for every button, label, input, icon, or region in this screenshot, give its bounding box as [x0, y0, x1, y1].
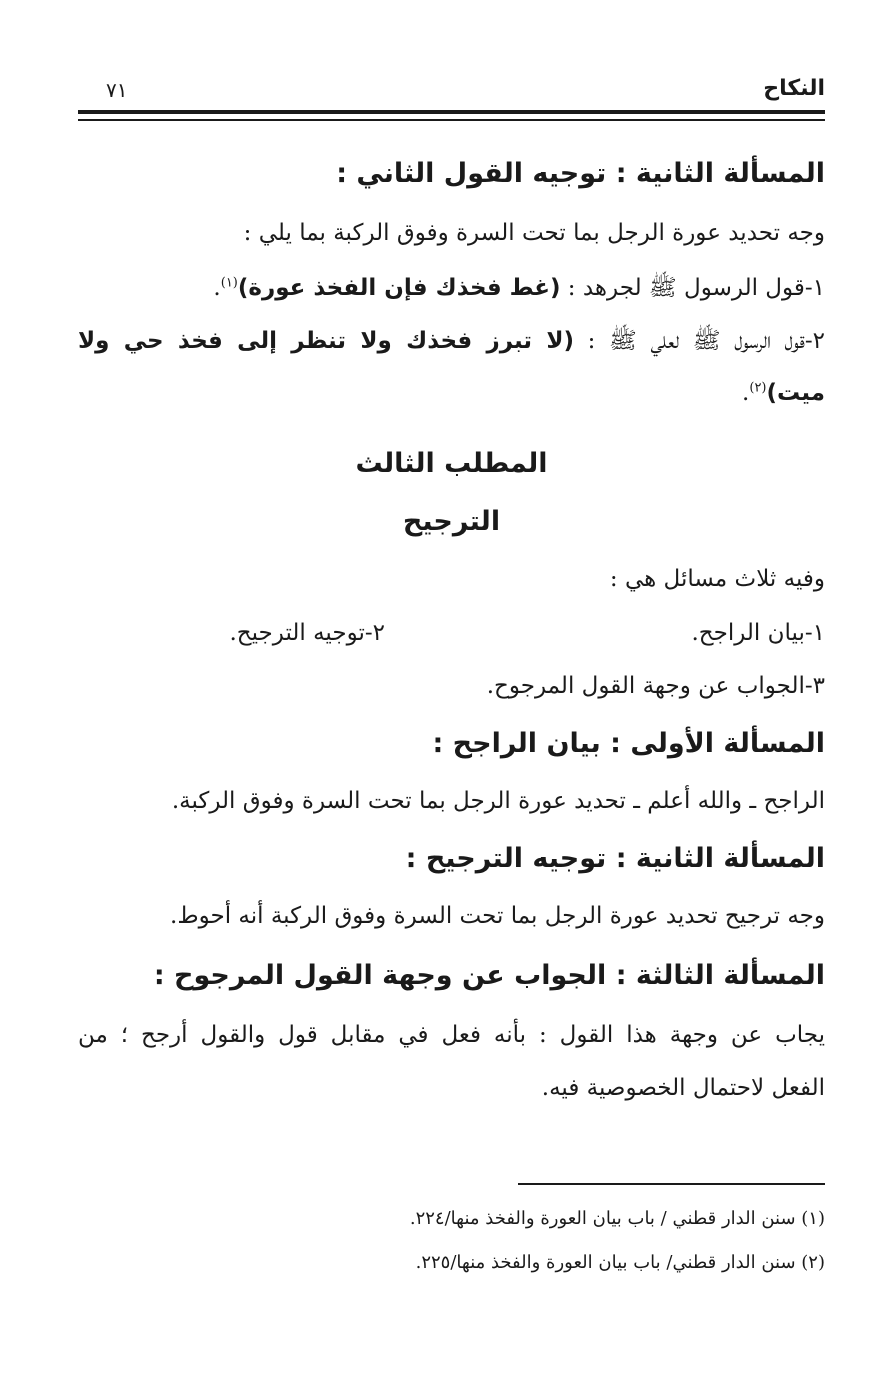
- list-item-1: [78, 273, 825, 307]
- question-3-text-line2: الفعل لاحتمال الخصوصية فيه.: [541, 1075, 825, 1101]
- issue-item-2: ٢-توجيه الترجيح.: [229, 620, 385, 646]
- list-item-2-line1: [78, 326, 825, 360]
- item1-hadith-quote: (غط فخذك فإن الفخذ عورة): [237, 275, 561, 301]
- question-1-text: الراجح ـ والله أعلم ـ تحديد عورة الرجل بما تحت السرة وفوق الركبة.: [171, 788, 825, 814]
- issue-item-3: ٣-الجواب عن وجهة القول المرجوح.: [486, 673, 825, 699]
- header-rule-thick: [78, 110, 825, 114]
- question-1-heading: المسألة الأولى : بيان الراجح :: [432, 728, 825, 759]
- paragraph-intro: وجه تحديد عورة الرجل بما تحت السرة وفوق الركبة بما يلي :: [243, 220, 825, 246]
- item2-hadith-quote: (لا تبرز فخذك ولا تنظر إلى فخذ حي ولا: [78, 328, 575, 354]
- footnote-1: (١) سنن الدار قطني / باب بيان العورة والفخذ منها/٢٢٤.: [409, 1208, 825, 1229]
- item1-period: .: [213, 275, 221, 301]
- item1-prefix: ١-قول الرسول ﷺ لجرهد :: [560, 275, 825, 301]
- chapter-title: النكاح: [763, 76, 825, 101]
- running-header: [78, 76, 825, 112]
- book-page: [78, 0, 825, 1390]
- footnote-2: (٢) سنن الدار قطني/ باب بيان العورة والفخذ منها/٢٢٥.: [415, 1252, 825, 1273]
- item2-prefix: ٢-قول الرسول ﷺ لعلي ﷺ :: [574, 328, 825, 354]
- footnote-ref-2: (٢): [749, 380, 767, 396]
- issues-list-row: [78, 620, 825, 654]
- footnote-ref-1: (١): [220, 275, 238, 291]
- item2-hadith-quote-end: ميت): [766, 380, 825, 406]
- list-item-2-line2: [78, 380, 825, 406]
- question-2-heading: المسألة الثانية : توجيه الترجيح :: [405, 843, 825, 874]
- section-heading-second-opinion: المسألة الثانية : توجيه القول الثاني :: [336, 158, 825, 189]
- item2-period: .: [742, 380, 750, 406]
- issues-intro: وفيه ثلاث مسائل هي :: [609, 566, 825, 592]
- section-title: المطلب الثالث: [355, 448, 548, 479]
- question-2-text: وجه ترجيح تحديد عورة الرجل بما تحت السرة وفوق الركبة أنه أحوط.: [170, 903, 825, 929]
- page-number: ٧١: [106, 78, 128, 102]
- question-3-heading: المسألة الثالثة : الجواب عن وجهة القول المرجوح :: [153, 960, 825, 991]
- section-subtitle: الترجيح: [402, 506, 501, 537]
- issue-item-1: ١-بيان الراجح.: [691, 620, 825, 646]
- question-3-text-line1: يجاب عن وجهة هذا القول : بأنه فعل في مقابل قول والقول أرجح ؛ من: [78, 1022, 825, 1048]
- header-rule-thin: [78, 119, 825, 121]
- footnote-separator: [518, 1183, 825, 1185]
